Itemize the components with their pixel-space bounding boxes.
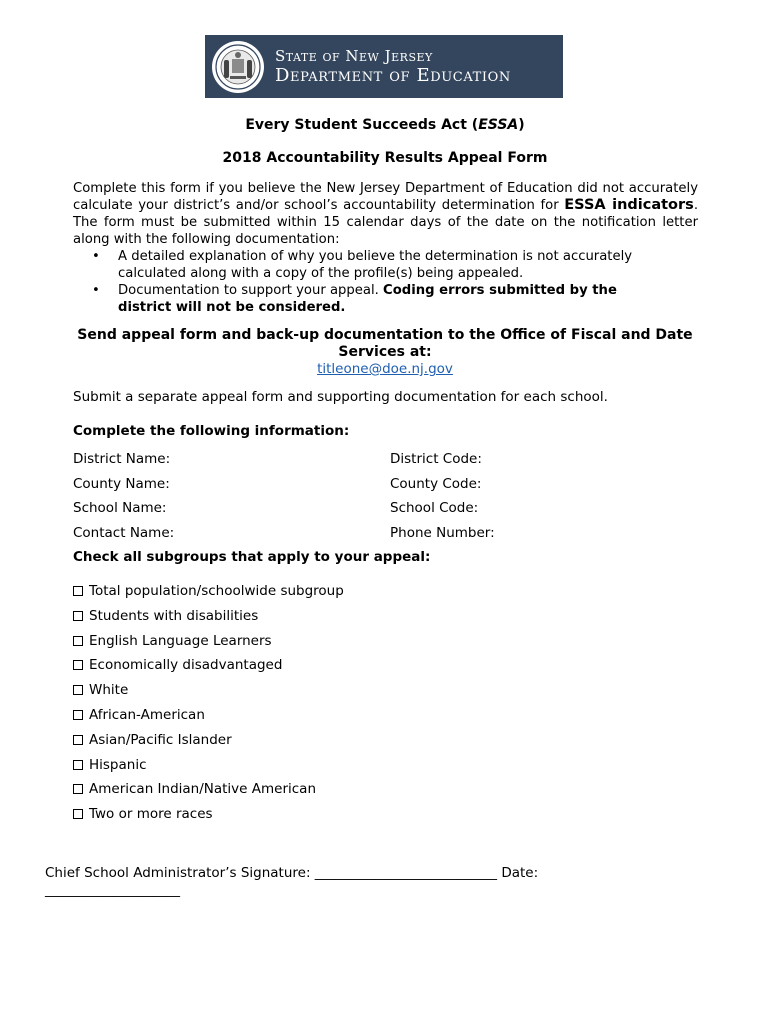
checkbox-label: Asian/Pacific Islander	[89, 732, 232, 748]
email-link[interactable]: titleone@doe.nj.gov	[317, 361, 453, 377]
bullet-icon: •	[92, 249, 100, 264]
district-code-field[interactable]: District Code:	[390, 451, 482, 467]
header-state: State of New Jersey	[275, 46, 433, 65]
checkbox-icon[interactable]	[73, 586, 83, 596]
list-item	[92, 248, 672, 282]
checkbox-label: Students with disabilities	[89, 608, 259, 624]
subgroups-heading: Check all subgroups that apply to your appeal:	[73, 549, 431, 565]
send-line1: Send appeal form and back-up documentation to the Office of Fiscal and Date	[77, 327, 693, 343]
checkbox-label: Hispanic	[89, 757, 147, 773]
title-prefix: Every Student Succeeds Act (	[245, 117, 479, 133]
bullet-icon: •	[92, 283, 100, 298]
checkbox-icon[interactable]	[73, 660, 83, 670]
district-name-field[interactable]: District Name:	[73, 451, 171, 467]
phone-number-field[interactable]: Phone Number:	[390, 525, 495, 541]
contact-name-field[interactable]: Contact Name:	[73, 525, 175, 541]
checkbox-label: American Indian/Native American	[89, 781, 317, 797]
title-line1	[0, 117, 770, 133]
form-title: 2018 Accountability Results Appeal Form	[222, 150, 548, 166]
date-line[interactable]: ____________________	[45, 882, 180, 898]
signature-line[interactable]: Chief School Administrator’s Signature: ___________________________ Date:	[45, 865, 539, 881]
checkbox-icon[interactable]	[73, 636, 83, 646]
state-seal-icon	[211, 40, 265, 94]
checkbox-icon[interactable]	[73, 784, 83, 794]
checkbox-icon[interactable]	[73, 710, 83, 720]
checkbox-label: Total population/schoolwide subgroup	[89, 583, 344, 599]
school-name-field[interactable]: School Name:	[73, 500, 167, 516]
subgroup-checkbox-american-indian[interactable]	[73, 781, 316, 797]
checkbox-icon[interactable]	[73, 611, 83, 621]
info-heading: Complete the following information:	[73, 423, 350, 439]
intro-text-after: . The form must be submitted within 15 calendar days of the date on the notification letter along with the following documentation:	[73, 198, 699, 247]
county-code-field[interactable]: County Code:	[390, 476, 482, 492]
intro-text: Complete this form if you believe the New Jersey Department of Education did not accurately calculate your district’s and/or school’s accountability determination for	[73, 181, 698, 213]
subgroup-checkbox-white[interactable]	[73, 682, 128, 698]
subgroup-checkbox-total[interactable]	[73, 583, 344, 599]
checkbox-label: English Language Learners	[89, 633, 272, 649]
bullet-text: Documentation to support your appeal.	[118, 283, 384, 298]
subgroup-checkbox-two-or-more[interactable]	[73, 806, 213, 822]
checkbox-label: African-American	[89, 707, 205, 723]
checkbox-icon[interactable]	[73, 685, 83, 695]
subgroup-checkbox-ell[interactable]	[73, 633, 272, 649]
title-essa: ESSA	[478, 117, 519, 133]
separate-note: Submit a separate appeal form and supporting documentation for each school.	[73, 389, 608, 405]
documentation-list	[92, 248, 672, 316]
subgroup-checkbox-econ[interactable]	[73, 657, 282, 673]
subgroup-checkbox-asian[interactable]	[73, 732, 232, 748]
header-department: Department of Education	[275, 64, 511, 86]
title-suffix: )	[518, 117, 525, 133]
checkbox-icon[interactable]	[73, 760, 83, 770]
county-name-field[interactable]: County Name:	[73, 476, 170, 492]
checkbox-label: Economically disadvantaged	[89, 657, 283, 673]
subgroup-checkbox-disabilities[interactable]	[73, 608, 258, 624]
subgroup-checkbox-african-american[interactable]	[73, 707, 205, 723]
bullet-bold-text: Coding errors submitted by the district will not be considered.	[118, 283, 617, 315]
checkbox-label: Two or more races	[89, 806, 213, 822]
checkbox-icon[interactable]	[73, 809, 83, 819]
checkbox-icon[interactable]	[73, 735, 83, 745]
intro-bold-term: ESSA indicators	[564, 197, 694, 213]
school-code-field[interactable]: School Code:	[390, 500, 479, 516]
subgroup-checkbox-hispanic[interactable]	[73, 757, 147, 773]
bullet-text: A detailed explanation of why you believe the determination is not accurately calculated along with a copy of the profile(s) being appealed.	[118, 249, 633, 281]
intro-paragraph	[73, 180, 698, 248]
list-item	[92, 282, 672, 316]
header-banner	[205, 35, 563, 98]
checkbox-label: White	[89, 682, 129, 698]
send-line2: Services at:	[338, 344, 432, 360]
